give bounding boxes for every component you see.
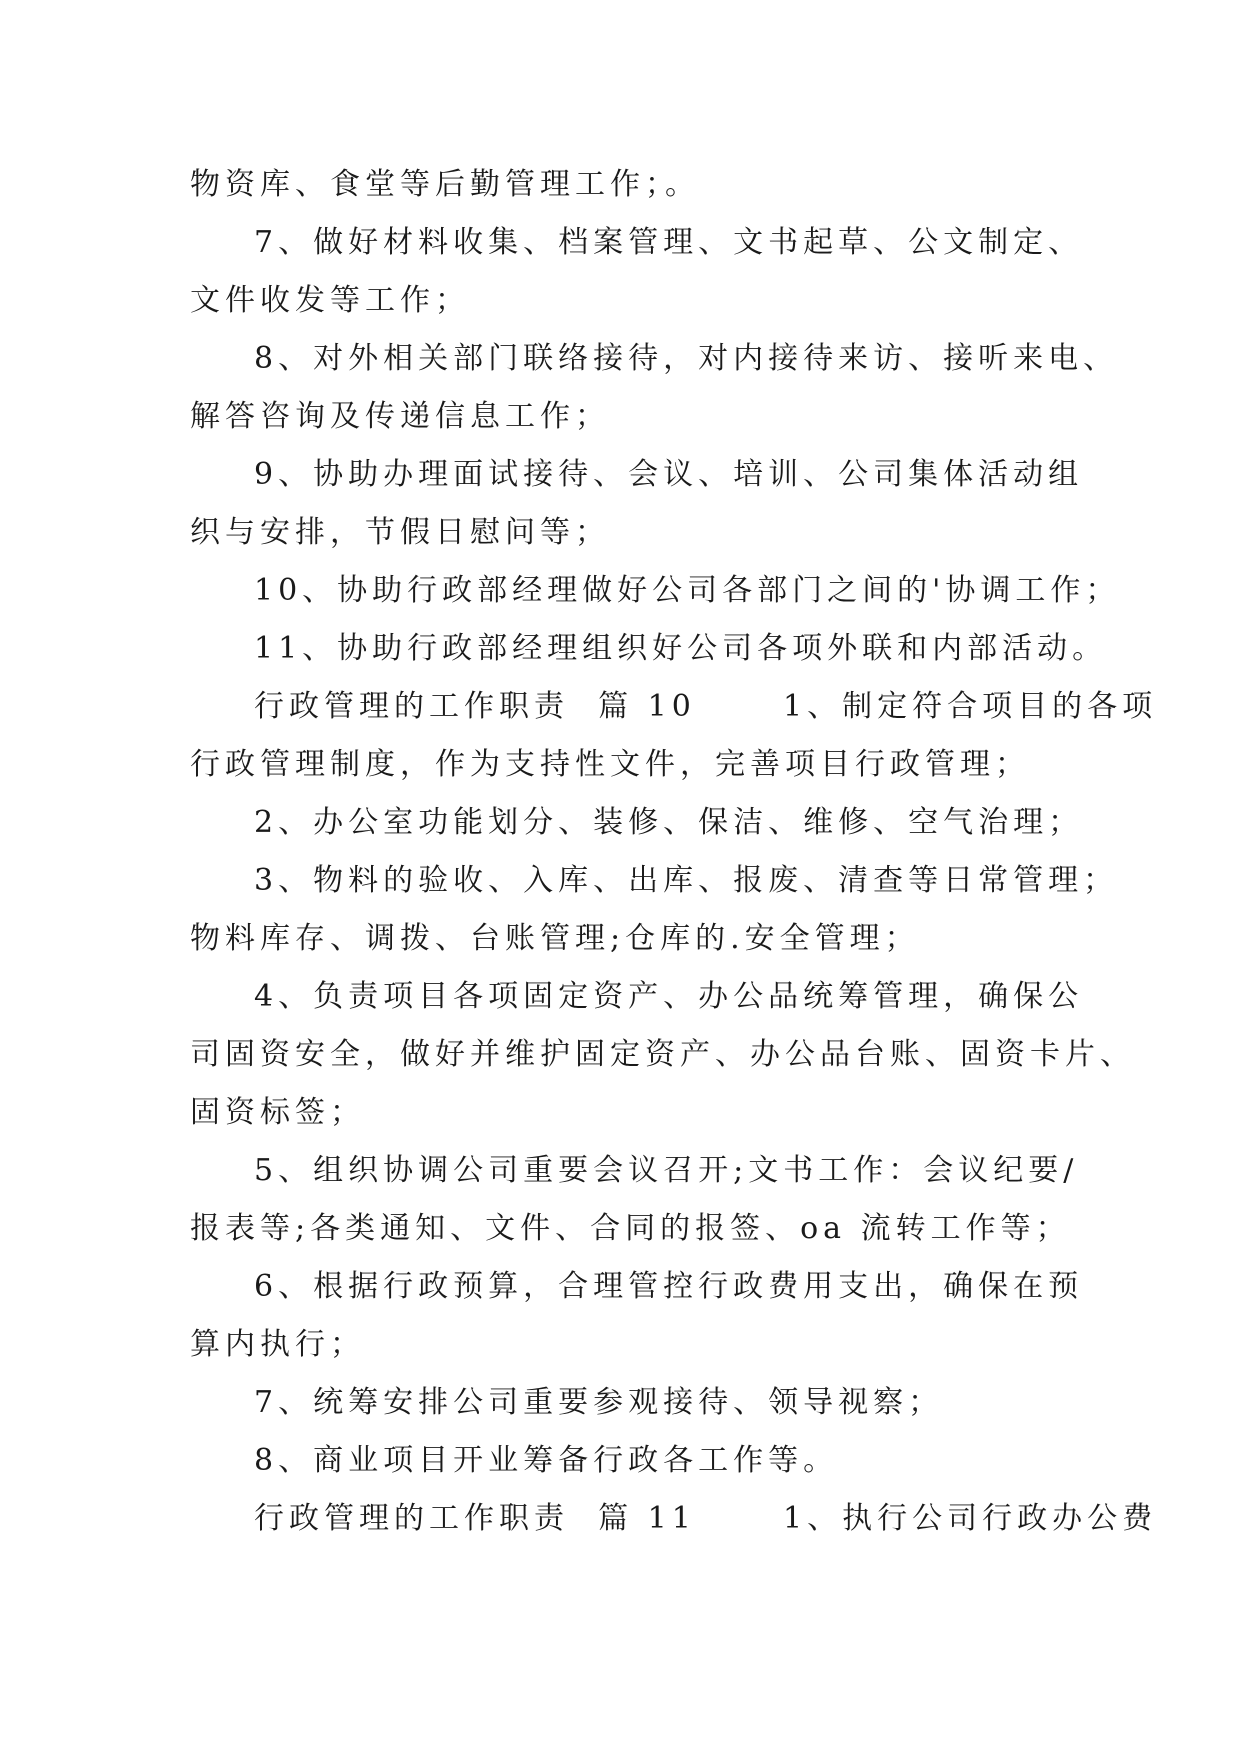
text-line-4: 8、对外相关部门联络接待，对内接待来访、接听来电、 [254,341,1119,376]
text-line-3: 文件收发等工作； [190,283,470,318]
text-line-15: 4、负责项目各项固定资产、办公品统筹管理，确保公 [254,979,1084,1014]
text-line-2: 7、做好材料收集、档案管理、文书起草、公文制定、 [254,225,1084,260]
text-line-12: 2、办公室功能划分、装修、保洁、维修、空气治理； [254,805,1084,840]
section-heading-10: 行政管理的工作职责 篇 10 1、制定符合项目的各项 [254,689,1158,724]
text-line-8: 10、协助行政部经理做好公司各部门之间的'协调工作； [254,573,1121,608]
text-line-18: 5、组织协调公司重要会议召开;文书工作：会议纪要/ [254,1153,1079,1188]
text-line-5: 解答咨询及传递信息工作； [190,399,610,434]
text-line-11: 行政管理制度，作为支持性文件，完善项目行政管理； [190,747,1030,782]
text-line-23: 8、商业项目开业筹备行政各工作等。 [254,1443,839,1478]
text-line-9: 11、协助行政部经理组织好公司各项外联和内部活动。 [254,631,1108,666]
text-line-16: 司固资安全，做好并维护固定资产、办公品台账、固资卡片、 [190,1037,1135,1072]
text-line-20: 6、根据行政预算，合理管控行政费用支出，确保在预 [254,1269,1084,1304]
text-line-1: 物资库、食堂等后勤管理工作；。 [190,167,700,202]
text-line-7: 织与安排，节假日慰问等； [190,515,610,550]
text-line-17: 固资标签； [190,1095,365,1130]
text-line-22: 7、统筹安排公司重要参观接待、领导视察； [254,1385,944,1420]
section-heading-11: 行政管理的工作职责 篇 11 1、执行公司行政办公费 [254,1501,1158,1536]
text-line-19: 报表等;各类通知、文件、合同的报签、oa 流转工作等； [190,1211,1071,1246]
text-line-6: 9、协助办理面试接待、会议、培训、公司集体活动组 [254,457,1084,492]
text-line-21: 算内执行； [190,1327,365,1362]
text-line-14: 物料库存、调拨、台账管理;仓库的.安全管理； [190,921,920,956]
text-line-13: 3、物料的验收、入库、出库、报废、清查等日常管理； [254,863,1119,898]
